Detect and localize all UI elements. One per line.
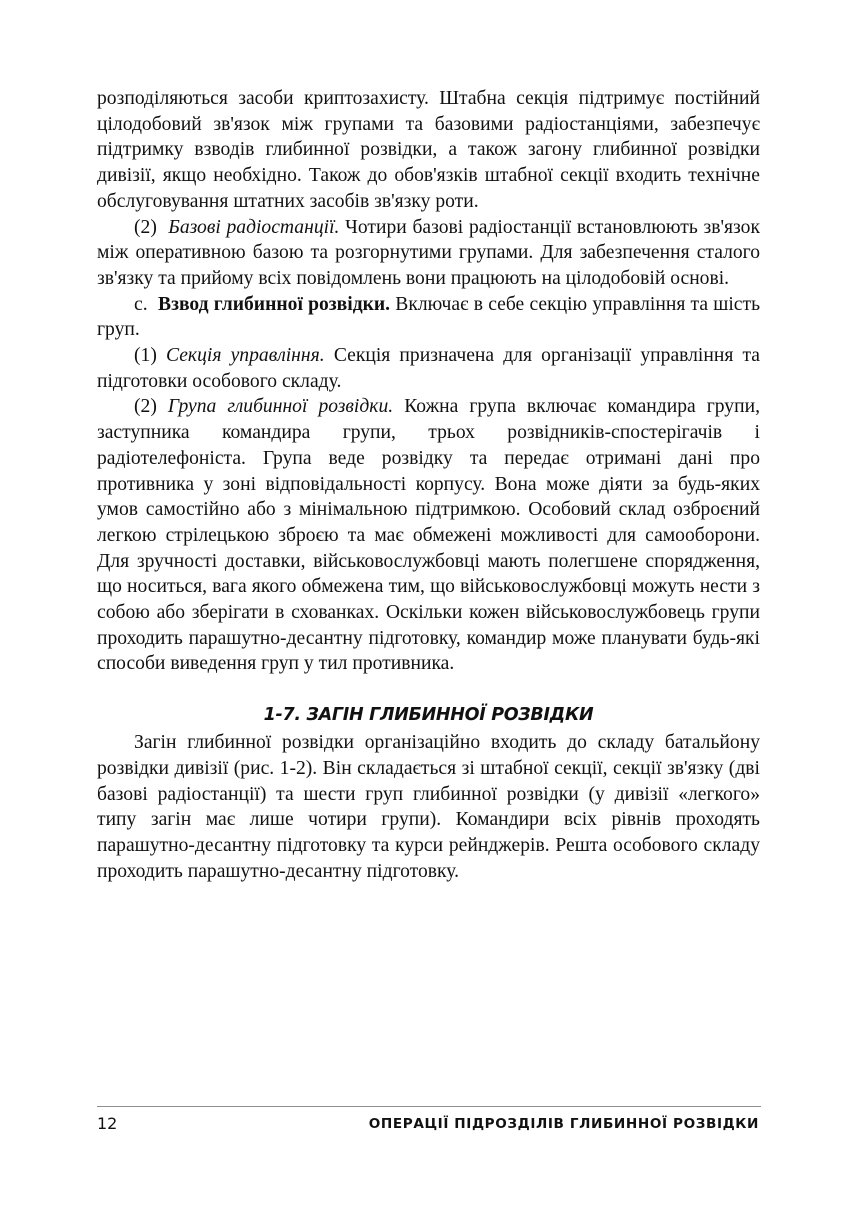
- page-body: [97, 86, 760, 884]
- item-term: Взвод глибинної розвідки.: [158, 293, 391, 315]
- item-text: Чотири базові радіостанції встановлюють зв'язок між оперативною базою та розгорнутими групами. Для забезпечення сталого зв'язку та прийому всіх повідомлень вони працюють на цілодобовій основі.: [97, 216, 760, 289]
- item-number: (2): [134, 216, 157, 238]
- item-term: Базові радіостанції.: [168, 216, 340, 238]
- item-text: Включає в себе секцію управління та шість груп.: [97, 293, 760, 341]
- item-term: Секція управління.: [166, 345, 325, 367]
- section-heading: 1-7. ЗАГІН ГЛИБИННОЇ РОЗВІДКИ: [263, 705, 594, 726]
- item-text: Секція призначена для організації управління та підготовки особового складу.: [97, 345, 761, 392]
- item-text: Кожна група включає командира групи, заступника командира групи, трьох розвідників-спостерігачів і радіотелефоніста. Група веде розвідку та передає отримані дані про противника у зоні відповідальності корпусу. Вона може діяти за будь-яких умов самостійно або з мінімальною підтримкою. Особовий склад озброєний легкою стрілецькою зброєю та має обмежені можливості для самооборони. Для зручності доставки, військовослужбовці мають полегшене спорядження, що носиться, вага якого обмежена тим, що військовослужбовці можуть нести з собою або зберігати в схованках. Оскільки кожен військовослужбовець групи проходить парашутно-десантну підготовку, командир може планувати будь-які способи виведення груп у тил противника.: [97, 396, 760, 675]
- footer-divider: [97, 1106, 761, 1107]
- paragraph-control-section: [97, 343, 760, 394]
- item-term: Група глибинної розвідки.: [167, 396, 394, 418]
- paragraph-continuation: розподіляються засоби криптозахисту. Штабна секція підтримує постійний цілодобовий зв'язок між групами та базовими радіостанціями, забезпечує підтримку взводів глибинної розвідки, а також загону глибинної розвідки дивізії, якщо необхідно. Також до обов'язків штабної секції входить технічне обслуговування штатних засобів зв'язку роти.: [97, 88, 760, 212]
- paragraph-deep-recon-platoon: [97, 292, 760, 343]
- paragraph-recon-team: [97, 394, 760, 677]
- page-number: 12: [97, 1114, 118, 1133]
- running-footer-title: ОПЕРАЦІЇ ПІДРОЗДІЛІВ ГЛИБИННОЇ РОЗВІДКИ: [368, 1116, 759, 1132]
- paragraph-base-radio-stations: [97, 215, 760, 292]
- item-letter: c.: [134, 293, 148, 315]
- paragraph-detachment: Загін глибинної розвідки організаційно входить до складу батальйону розвідки дивізії (рис. 1-2). Він складається зі штабної секції, секції зв'язку (дві базові радіостанції) та шести груп глибинної розвідки (у дивізії «легкого» типу загін має лише чотири групи). Командири всіх рівнів проходять парашутно-десантну підготовку та курси рейнджерів. Решта особового складу проходить парашутно-десантну підготовку.: [97, 732, 760, 882]
- item-number: (2): [134, 396, 157, 418]
- item-number: (1): [134, 345, 157, 367]
